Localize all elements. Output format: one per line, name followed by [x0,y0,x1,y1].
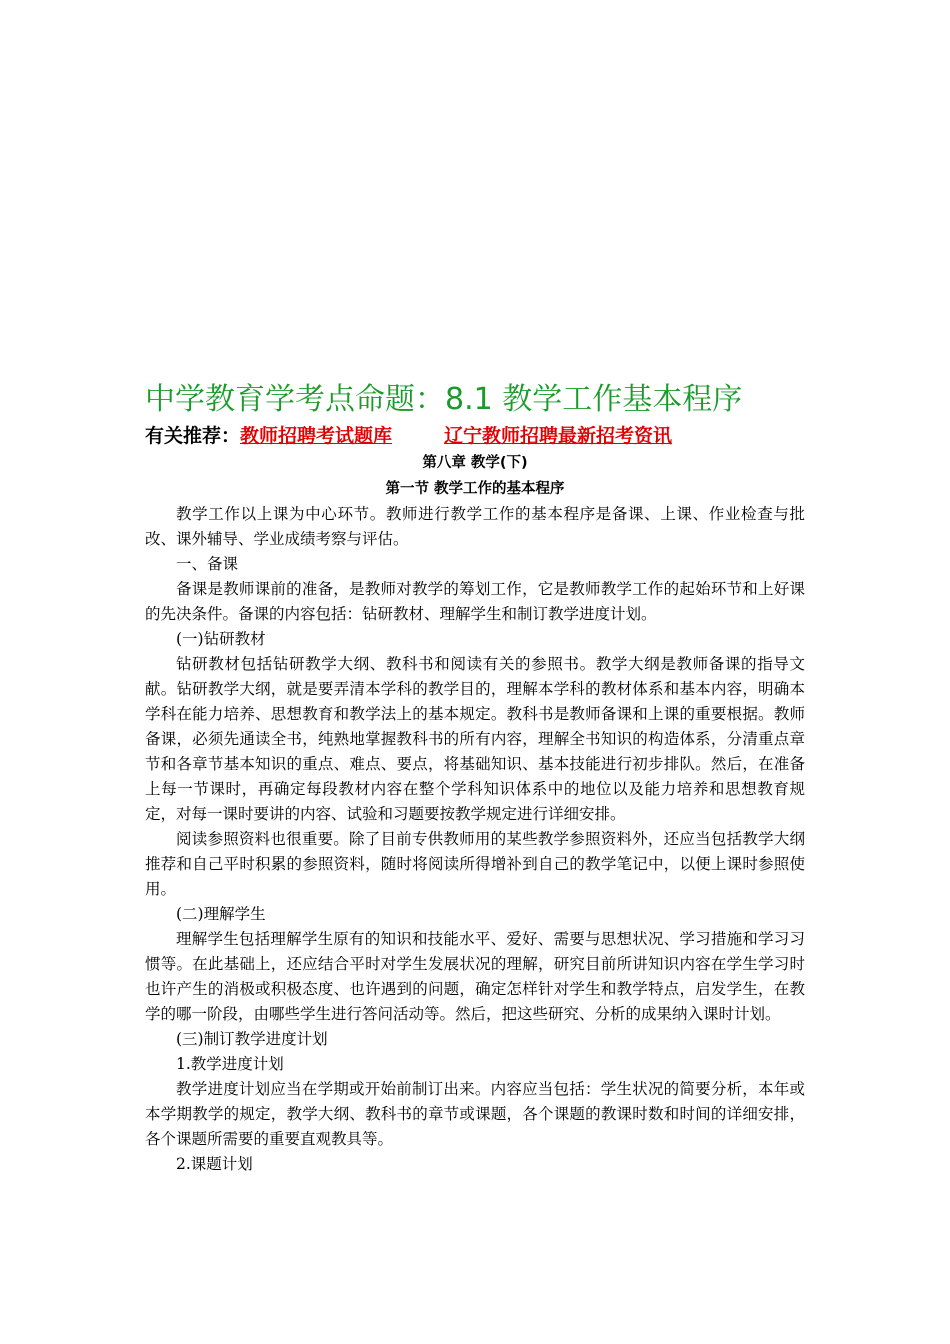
paragraph: 备课是教师课前的准备，是教师对教学的筹划工作，它是教师教学工作的起始环节和上好课的先决条件。备课的内容包括：钻研教材、理解学生和制订教学进度计划。 [145,580,805,623]
recommend-label: 有关推荐： [145,425,241,447]
chapter-heading: 第八章 教学(下) [422,455,528,471]
paragraph: 教学进度计划应当在学期或开始前制订出来。内容应当包括：学生状况的简要分析，本年或本学期教学的规定，教学大纲、教科书的章节或课题，各个课题的教课时数和时间的详细安排，各个课题所需要的重要直观教具等。 [145,1080,805,1148]
paragraph: (二)理解学生 [176,905,266,923]
paragraph: (三)制订教学进度计划 [176,1030,328,1048]
section-heading: 第一节 教学工作的基本程序 [385,481,565,497]
paragraph: 1.教学进度计划 [176,1055,284,1073]
document-content [145,378,805,1177]
recommend-bar [145,422,805,450]
link-teacher-exam-bank[interactable]: 教师招聘考试题库 [240,425,393,447]
paragraph: 阅读参照资料也很重要。除了目前专供教师用的某些教学参照资料外，还应当包括教学大纲推荐和自己平时积累的参照资料，随时将阅读所得增补到自己的教学笔记中，以便上课时参照使用。 [145,830,805,898]
paragraph: 一、备课 [176,555,239,573]
paragraph: (一)钻研教材 [176,630,266,648]
paragraph: 2.课题计划 [176,1155,253,1173]
paragraph: 理解学生包括理解学生原有的知识和技能水平、爱好、需要与思想状况、学习措施和学习习惯等。在此基础上，还应结合平时对学生发展状况的理解，研究目前所讲知识内容在学生学习时也许产生的消极或积极态度、也许遇到的问题，确定怎样针对学生和教学特点，启发学生，在教学的哪一阶段，由哪些学生进行答问活动等。然后，把这些研究、分析的成果纳入课时计划。 [145,930,805,1023]
page-title: 中学教育学考点命题：8.1 教学工作基本程序 [145,382,743,417]
paragraph: 教学工作以上课为中心环节。教师进行教学工作的基本程序是备课、上课、作业检查与批改、课外辅导、学业成绩考察与评估。 [145,505,805,548]
paragraph: 钻研教材包括钻研教学大纲、教科书和阅读有关的参照书。教学大纲是教师备课的指导文献。钻研教学大纲，就是要弄清本学科的教学目的，理解本学科的教材体系和基本内容，明确本学科在能力培养、思想教育和教学法上的基本规定。教科书是教师备课和上课的重要根据。教师备课，必须先通读全书，纯熟地掌握教科书的所有内容，理解全书知识的构造体系，分清重点章节和各章节基本知识的重点、难点、要点，将基础知识、基本技能进行初步排队。然后，在准备上每一节课时，再确定每段教材内容在整个学科知识体系中的地位以及能力培养和思想教育规定，对每一课时要讲的内容、试验和习题要按教学规定进行详细安排。 [145,655,805,823]
link-liaoning-recruitment-news[interactable]: 辽宁教师招聘最新招考资讯 [444,425,673,447]
